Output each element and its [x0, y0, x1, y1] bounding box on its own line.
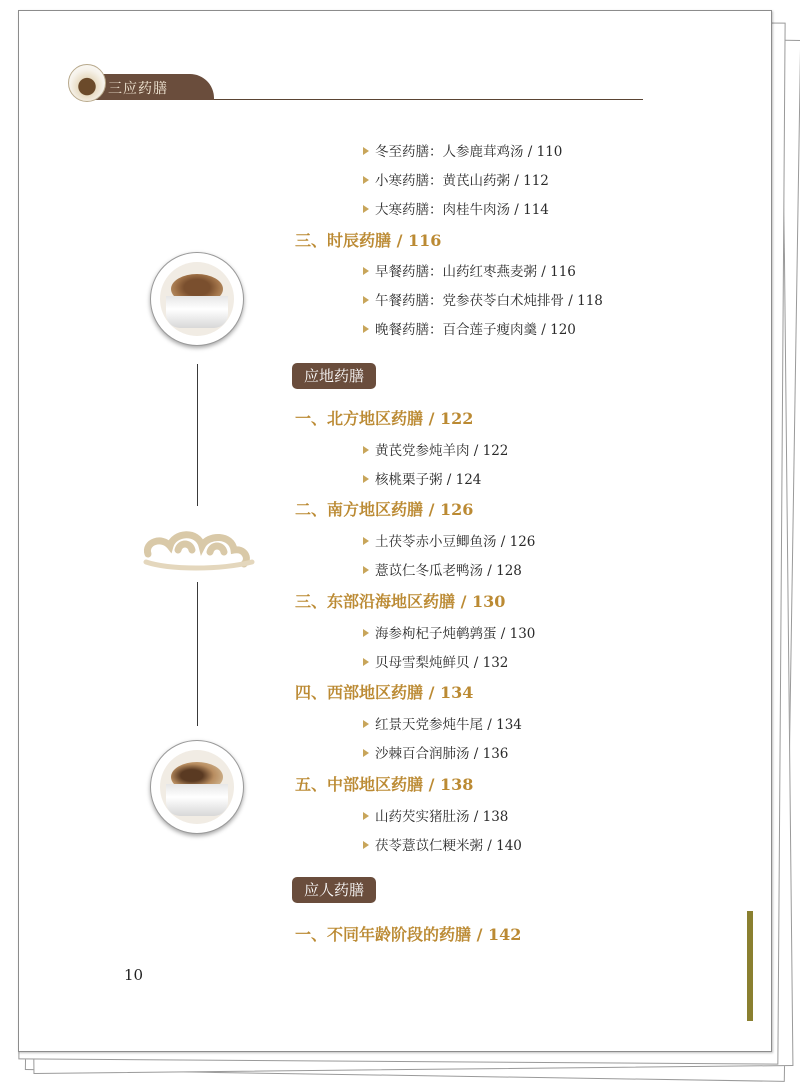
toc-entry[interactable]: 红景天党参炖牛尾 / 134: [363, 713, 522, 733]
triangle-bullet-icon: [363, 176, 369, 184]
running-header: [68, 62, 643, 106]
toc-entry[interactable]: 午餐药膳：党参茯苓白术炖排骨 / 118: [363, 289, 603, 309]
triangle-bullet-icon: [363, 720, 369, 728]
triangle-bullet-icon: [363, 658, 369, 666]
toc-entry[interactable]: 山药芡实猪肚汤 / 138: [363, 805, 508, 825]
triangle-bullet-icon: [363, 446, 369, 454]
triangle-bullet-icon: [363, 267, 369, 275]
toc-heading-east[interactable]: 三、东部沿海地区药膳 / 130: [295, 592, 506, 611]
header-section-title: 三应药膳: [108, 81, 168, 97]
triangle-bullet-icon: [363, 537, 369, 545]
triangle-bullet-icon: [363, 147, 369, 155]
toc-entry[interactable]: 小寒药膳：黄芪山药粥 / 112: [363, 169, 549, 189]
toc-heading-age[interactable]: 一、不同年龄阶段的药膳 / 142: [295, 925, 522, 944]
toc-entry[interactable]: 黄芪党参炖羊肉 / 122: [363, 439, 508, 459]
triangle-bullet-icon: [363, 629, 369, 637]
bowl-logo-icon: [68, 64, 106, 102]
header-rule: [198, 99, 643, 100]
page-edge-stripe: [747, 911, 753, 1021]
toc-entry[interactable]: 大寒药膳：肉桂牛肉汤 / 114: [363, 198, 549, 218]
section-badge-ren: 应人药膳: [292, 877, 376, 903]
toc-entry[interactable]: 晚餐药膳：百合莲子瘦肉羹 / 120: [363, 318, 576, 338]
toc-heading-south[interactable]: 二、南方地区药膳 / 126: [295, 500, 474, 519]
toc-entry[interactable]: 沙棘百合润肺汤 / 136: [363, 742, 508, 762]
section-badge-di: 应地药膳: [292, 363, 376, 389]
soup-bowl-photo-icon: [150, 740, 244, 834]
toc-entry[interactable]: 茯苓薏苡仁粳米粥 / 140: [363, 834, 522, 854]
toc-entry[interactable]: 薏苡仁冬瓜老鸭汤 / 128: [363, 559, 522, 579]
toc-heading-west[interactable]: 四、西部地区药膳 / 134: [295, 683, 474, 702]
triangle-bullet-icon: [363, 296, 369, 304]
toc-heading-north[interactable]: 一、北方地区药膳 / 122: [295, 409, 474, 428]
triangle-bullet-icon: [363, 812, 369, 820]
toc-heading-shichen[interactable]: 三、时辰药膳 / 116: [295, 231, 442, 250]
vertical-divider: [197, 364, 198, 506]
toc-entry[interactable]: 贝母雪梨炖鲜贝 / 132: [363, 651, 508, 671]
page-number: 10: [124, 966, 144, 984]
triangle-bullet-icon: [363, 475, 369, 483]
triangle-bullet-icon: [363, 566, 369, 574]
toc-entry[interactable]: 海参枸杞子炖鹌鹑蛋 / 130: [363, 622, 535, 642]
soup-bowl-photo-icon: [150, 252, 244, 346]
triangle-bullet-icon: [363, 205, 369, 213]
triangle-bullet-icon: [363, 749, 369, 757]
toc-entry[interactable]: 土茯苓赤小豆鲫鱼汤 / 126: [363, 530, 535, 550]
toc-heading-central[interactable]: 五、中部地区药膳 / 138: [295, 775, 474, 794]
triangle-bullet-icon: [363, 841, 369, 849]
toc-entry[interactable]: 核桃栗子粥 / 124: [363, 468, 481, 488]
vertical-divider: [197, 582, 198, 726]
triangle-bullet-icon: [363, 325, 369, 333]
toc-entry[interactable]: 冬至药膳：人参鹿茸鸡汤 / 110: [363, 140, 562, 160]
toc-entry[interactable]: 早餐药膳：山药红枣燕麦粥 / 116: [363, 260, 576, 280]
auspicious-cloud-icon: [140, 520, 258, 574]
